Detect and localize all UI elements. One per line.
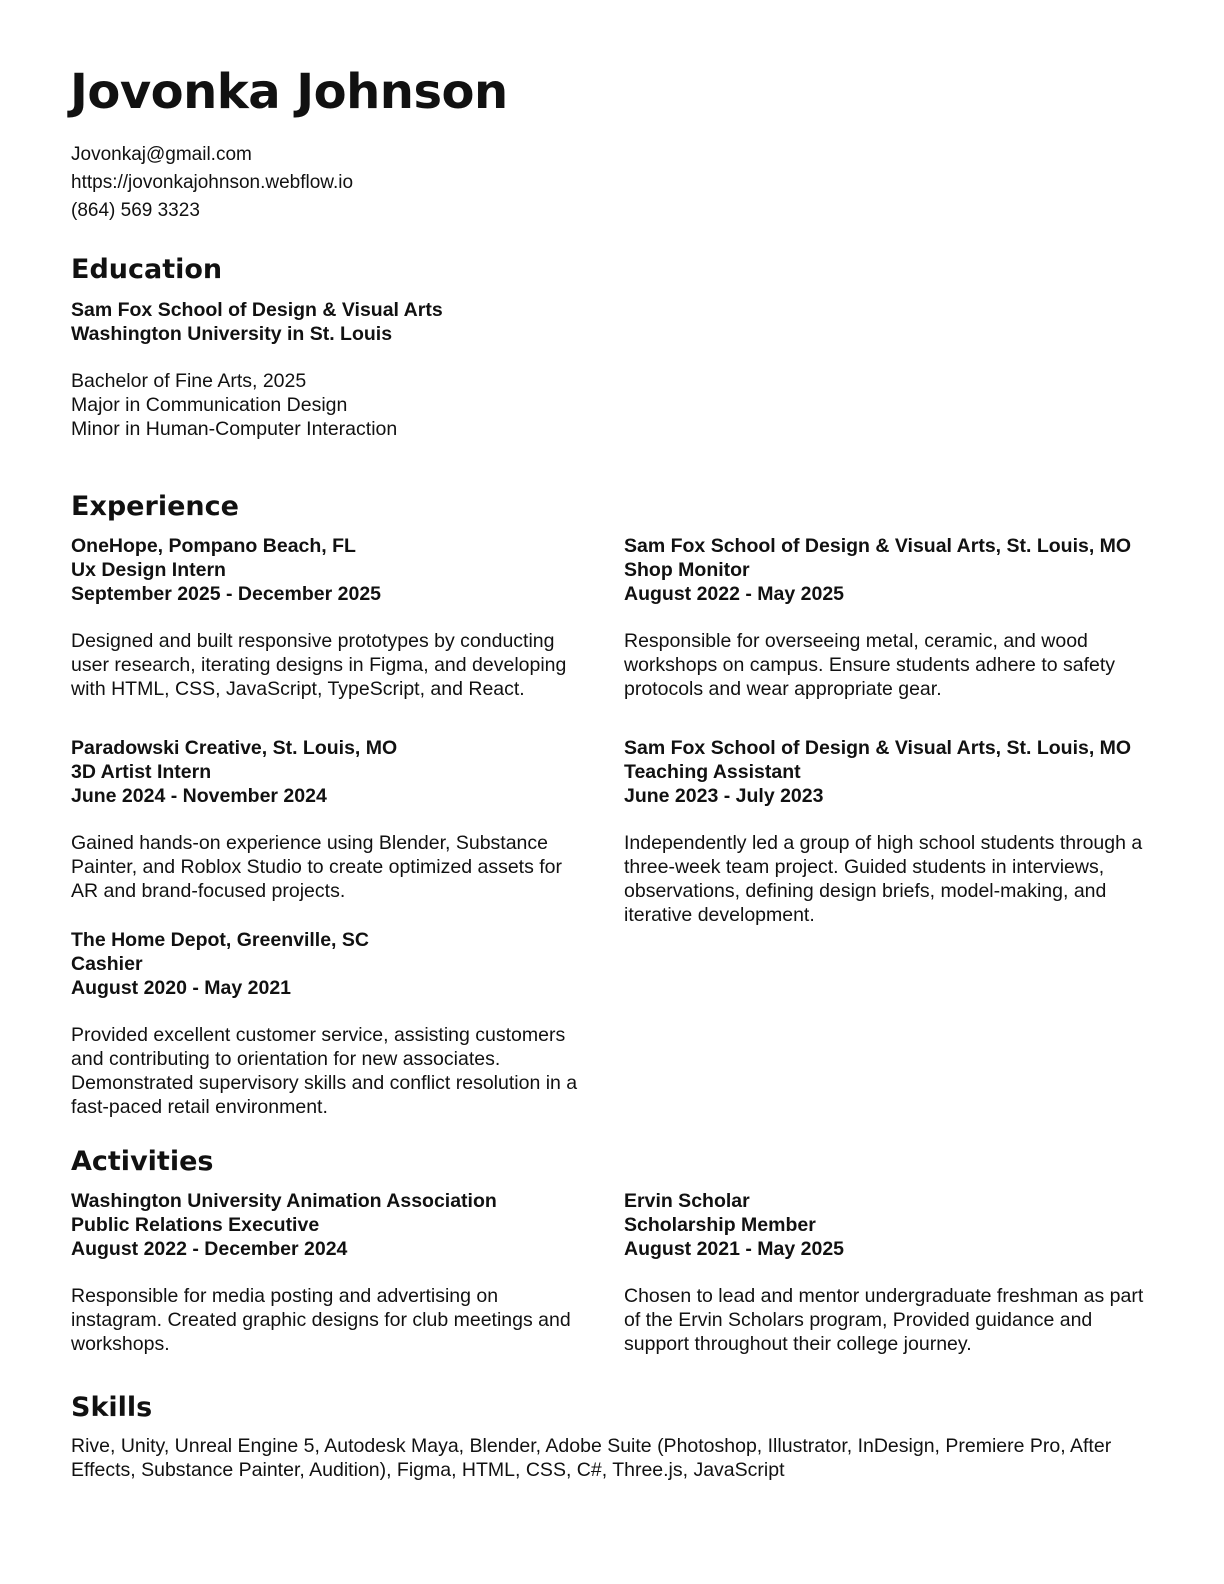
entry-role: 3D Artist Intern (71, 761, 212, 783)
experience-entry (624, 736, 1154, 927)
entry-role: Teaching Assistant (624, 761, 801, 783)
entry-dates: June 2023 - July 2023 (624, 785, 824, 807)
education-heading: Education (71, 254, 223, 285)
entry-role: Public Relations Executive (71, 1214, 320, 1236)
entry-description: Gained hands-on experience using Blender, Substance Painter, and Roblox Studio to create optimized assets for AR and brand-focused projects. (71, 832, 563, 902)
skills-heading: Skills (71, 1392, 153, 1423)
entry-description: Provided excellent customer service, assisting customers and contributing to orientation for new associates. Demonstrated supervisory skills and conflict resolution in a fast-paced retail environment. (71, 1024, 578, 1118)
experience-entry (71, 534, 581, 701)
entry-org: Paradowski Creative, St. Louis, MO (71, 737, 398, 759)
email-link[interactable]: Jovonkaj@gmail.com (71, 144, 252, 165)
activity-entry (71, 1189, 581, 1356)
entry-description: Independently led a group of high school students through a three-week team project. Guided students in interviews, observations, defining design briefs, model-making, and iterative development. (624, 832, 1143, 926)
university-name: Washington University in St. Louis (71, 323, 393, 345)
entry-dates: August 2022 - May 2025 (624, 583, 845, 605)
phone-number: (864) 569 3323 (71, 200, 200, 221)
entry-dates: September 2025 - December 2025 (71, 583, 382, 605)
entry-org: Sam Fox School of Design & Visual Arts, St. Louis, MO (624, 737, 1132, 759)
experience-entry (624, 534, 1154, 701)
experience-entry (71, 736, 581, 903)
education-block (71, 298, 443, 441)
activity-entry (624, 1189, 1154, 1356)
skills-list: Rive, Unity, Unreal Engine 5, Autodesk Maya, Blender, Adobe Suite (Photoshop, Illustrator, InDesign, Premiere Pro, After Effects, Substance Painter, Audition), Figma, HTML, CSS, C#, Three.js, JavaScript (71, 1435, 1112, 1481)
entry-description: Responsible for overseeing metal, ceramic, and wood workshops on campus. Ensure students adhere to safety protocols and wear appropriate gear. (624, 630, 1116, 700)
entry-org: Sam Fox School of Design & Visual Arts, St. Louis, MO (624, 535, 1132, 557)
activities-heading: Activities (71, 1146, 214, 1177)
major: Major in Communication Design (71, 394, 348, 416)
resume-name: Jovonka Johnson (70, 64, 508, 120)
entry-role: Scholarship Member (624, 1214, 816, 1236)
entry-org: Ervin Scholar (624, 1190, 750, 1212)
entry-org: Washington University Animation Association (71, 1190, 497, 1212)
school-name: Sam Fox School of Design & Visual Arts (71, 299, 443, 321)
entry-description: Chosen to lead and mentor undergraduate freshman as part of the Ervin Scholars program, Provided guidance and support throughout their college journey. (624, 1285, 1144, 1355)
entry-org: OneHope, Pompano Beach, FL (71, 535, 356, 557)
entry-description: Designed and built responsive prototypes by conducting user research, iterating designs in Figma, and developing with HTML, CSS, JavaScript, TypeScript, and React. (71, 630, 567, 700)
degree: Bachelor of Fine Arts, 2025 (71, 370, 307, 392)
entry-role: Cashier (71, 953, 143, 975)
entry-org: The Home Depot, Greenville, SC (71, 929, 369, 951)
website-link[interactable]: https://jovonkajohnson.webflow.io (71, 172, 354, 193)
entry-dates: August 2022 - December 2024 (71, 1238, 348, 1260)
entry-dates: August 2020 - May 2021 (71, 977, 292, 999)
experience-heading: Experience (71, 491, 239, 522)
entry-description: Responsible for media posting and advertising on instagram. Created graphic designs for club meetings and workshops. (71, 1285, 571, 1355)
entry-dates: June 2024 - November 2024 (71, 785, 327, 807)
contact-info (71, 141, 353, 225)
minor: Minor in Human-Computer Interaction (71, 418, 398, 440)
entry-role: Shop Monitor (624, 559, 750, 581)
experience-entry (71, 928, 581, 1119)
entry-role: Ux Design Intern (71, 559, 226, 581)
entry-dates: August 2021 - May 2025 (624, 1238, 845, 1260)
